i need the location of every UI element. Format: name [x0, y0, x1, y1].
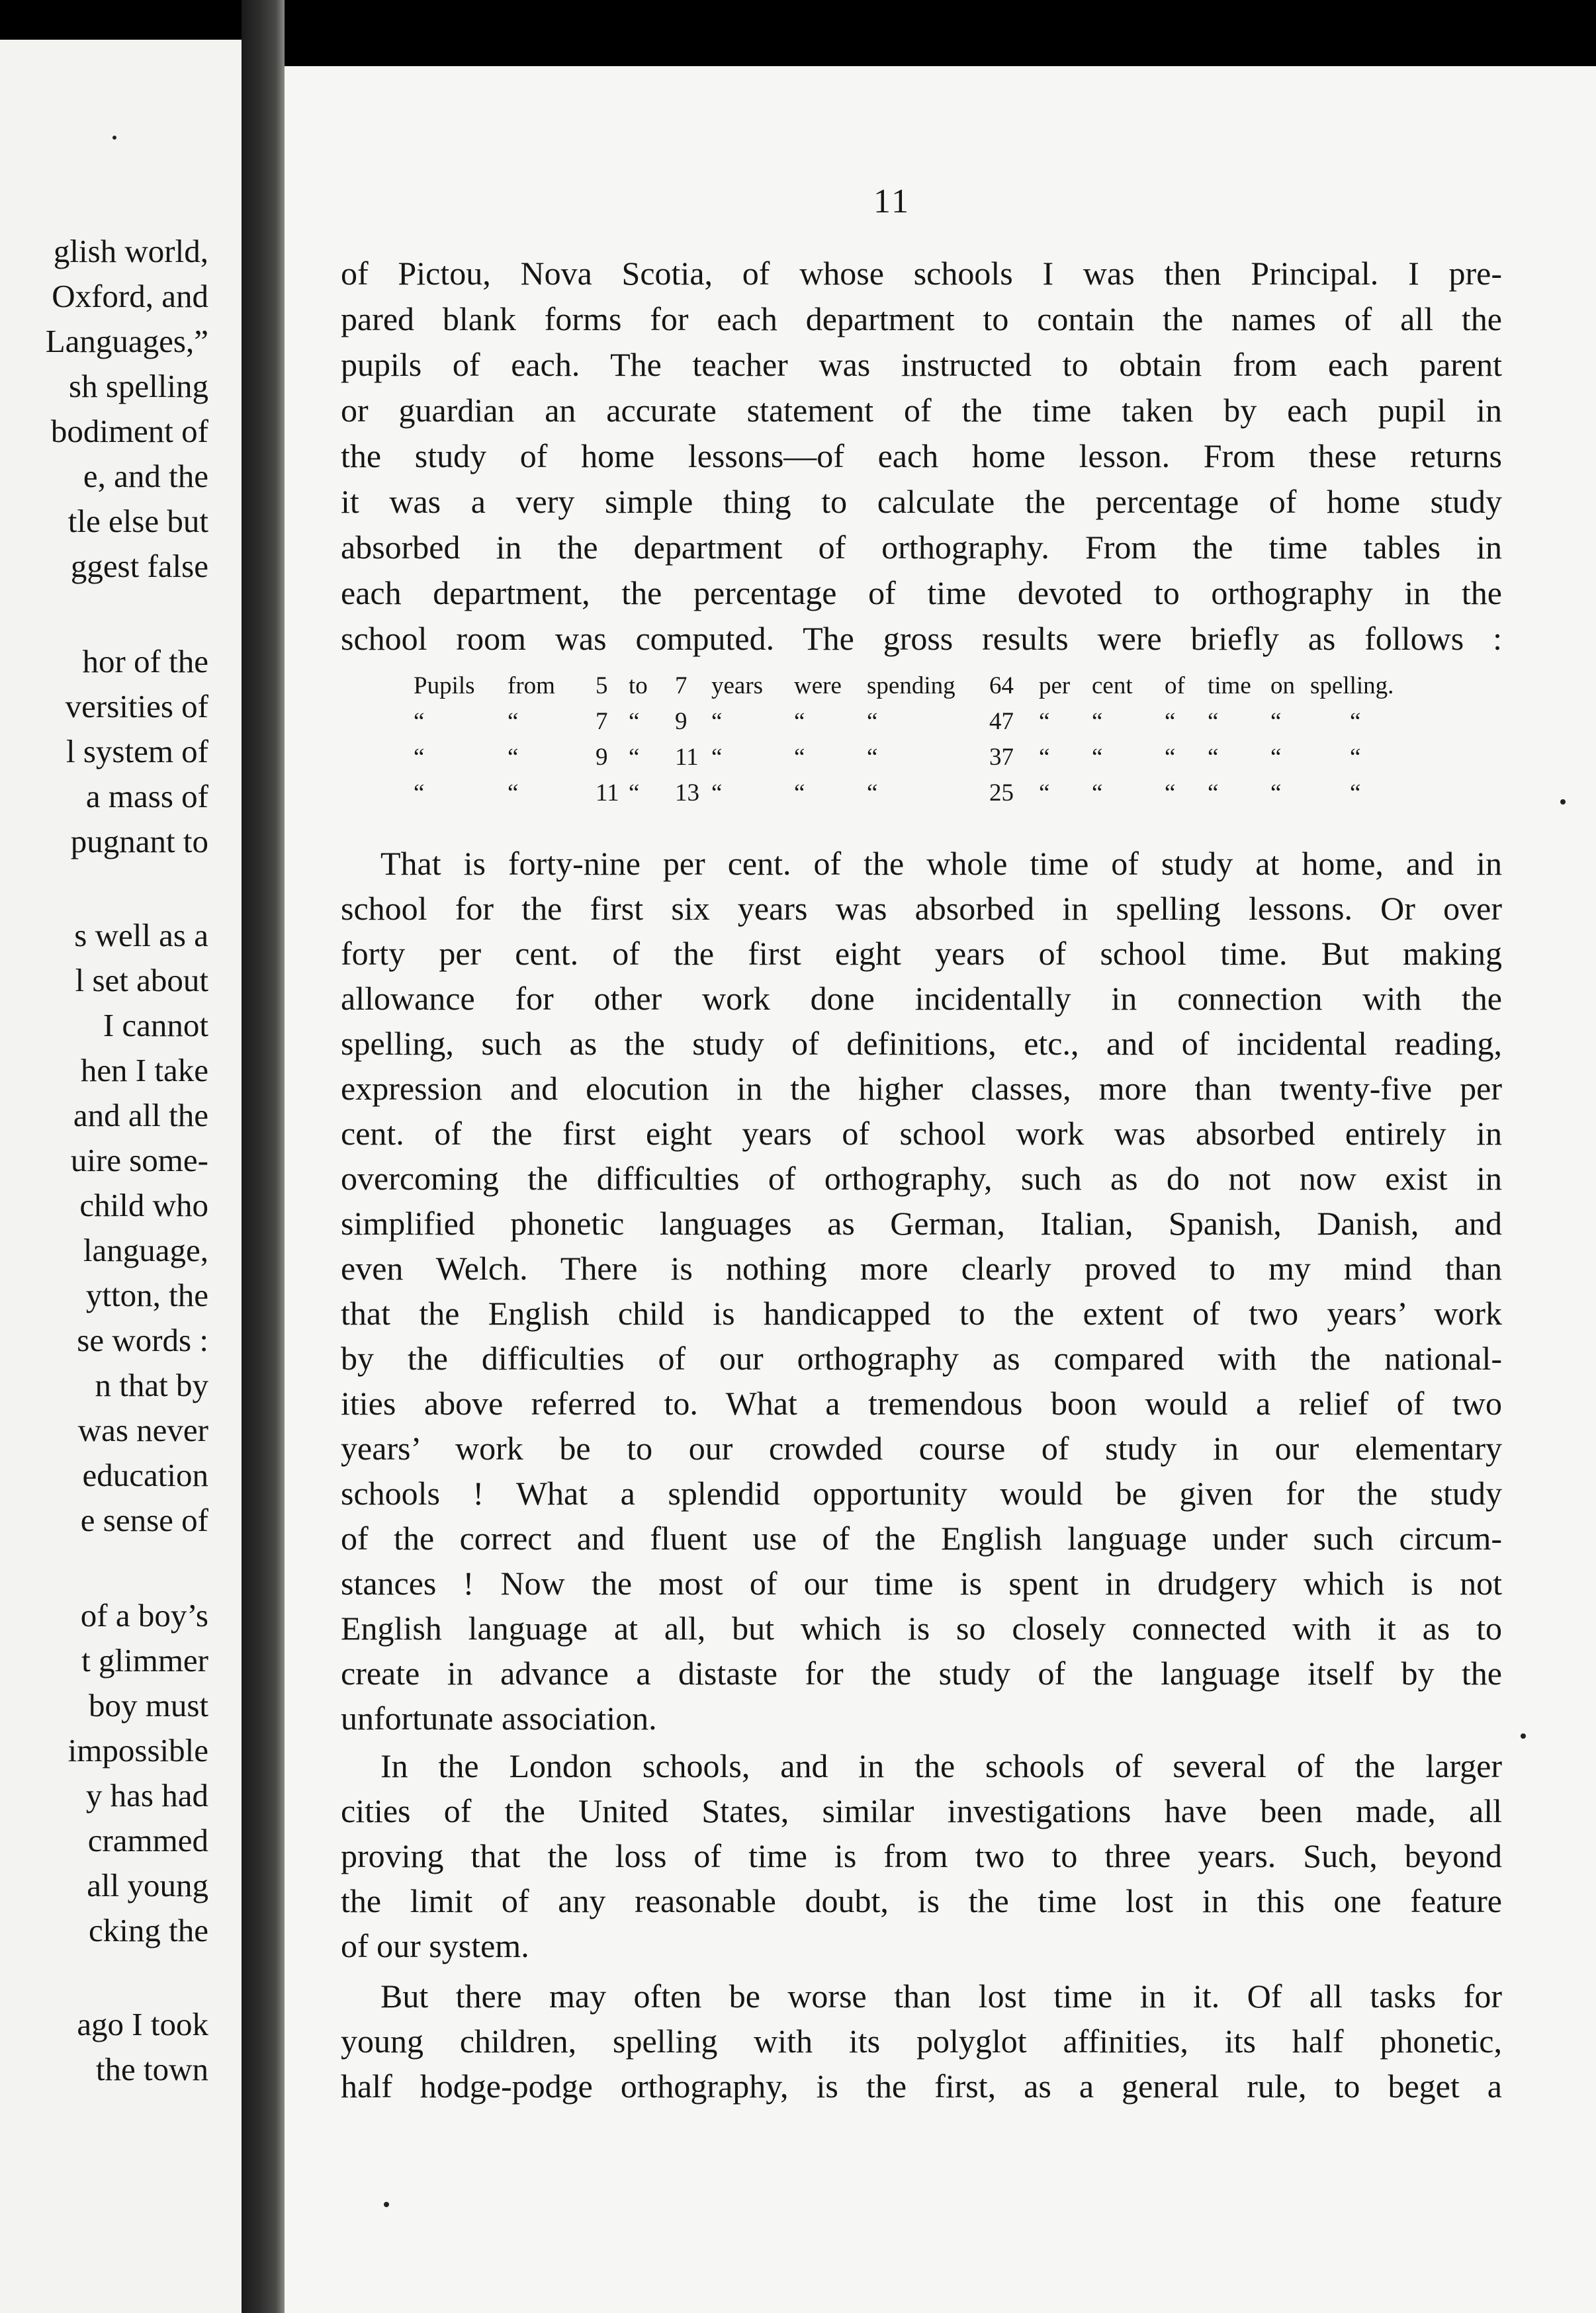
table-cell: “: [414, 744, 425, 771]
facing-page-line: uire some-: [70, 1142, 208, 1178]
table-row: [414, 775, 1446, 811]
table-cell: 13: [675, 779, 699, 807]
table-cell: spending: [867, 672, 955, 699]
text-line: that the English child is handicapped to the extent of two years’ work: [341, 1295, 1502, 1332]
table-cell: spelling.: [1310, 672, 1394, 699]
text-line: cent. of the first eight years of school work was absorbed entirely in: [341, 1115, 1502, 1152]
text-line: spelling, such as the study of definitions, etc., and of incidental reading,: [341, 1025, 1502, 1062]
table-cell: 25: [989, 779, 1014, 807]
facing-page-line: t glimmer: [81, 1642, 208, 1679]
text-line: or guardian an accurate statement of the time taken by each pupil in: [341, 392, 1502, 429]
ink-speck: [1560, 799, 1566, 805]
table-cell: “: [414, 708, 425, 735]
text-line: cities of the United States, similar investigations have been made, all: [341, 1792, 1502, 1829]
facing-page-line: l system of: [66, 733, 208, 769]
table-cell: 7: [596, 708, 608, 735]
table-cell: of: [1165, 672, 1185, 699]
table-cell: “: [1270, 708, 1282, 735]
facing-page-line: pugnant to: [70, 823, 208, 859]
table-cell: “: [1270, 779, 1282, 807]
table-cell: “: [1208, 744, 1219, 771]
text-line: of the correct and fluent use of the English language under such circum-: [341, 1520, 1502, 1557]
table-cell: “: [711, 708, 723, 735]
ink-speck: [112, 136, 116, 140]
table-cell: 7: [675, 672, 687, 699]
facing-page-line: n that by: [95, 1367, 208, 1403]
facing-page-line: hor of the: [82, 643, 208, 679]
table-cell: “: [1092, 779, 1103, 807]
facing-page-line: child who: [79, 1187, 208, 1223]
table-cell: “: [794, 744, 805, 771]
ink-speck: [1521, 1733, 1526, 1739]
table-cell: “: [1165, 779, 1176, 807]
text-line: ities above referred to. What a tremendous boon would a relief of two: [341, 1385, 1502, 1422]
table-cell: “: [1092, 708, 1103, 735]
table-cell: “: [1350, 708, 1361, 735]
table-row: [414, 740, 1446, 775]
table-cell: “: [711, 779, 723, 807]
facing-page-line: ytton, the: [85, 1277, 208, 1313]
table-cell: 47: [989, 708, 1014, 735]
facing-page-line: se words :: [77, 1322, 208, 1358]
facing-page-line: bodiment of: [50, 413, 208, 449]
facing-page-line: ago I took: [77, 2006, 208, 2042]
table-cell: “: [711, 744, 723, 771]
text-line: English language at all, but which is so closely connected with it as to: [341, 1610, 1502, 1647]
facing-page-line: a mass of: [85, 778, 208, 814]
book-gutter: [242, 0, 285, 2313]
table-cell: “: [1165, 708, 1176, 735]
text-line: overcoming the difficulties of orthography, such as do not now exist in: [341, 1160, 1502, 1197]
table-cell: time: [1208, 672, 1251, 699]
facing-page-line: Oxford, and: [52, 278, 208, 314]
table-cell: on: [1270, 672, 1295, 699]
facing-page-line: sh spelling: [69, 368, 208, 404]
text-line: of our system.: [341, 1927, 529, 1964]
facing-page-line: education: [82, 1457, 208, 1493]
ink-speck: [384, 2202, 389, 2207]
facing-page-line: versities of: [65, 688, 208, 724]
table-cell: “: [1208, 779, 1219, 807]
facing-page-line: impossible: [67, 1732, 208, 1768]
table-cell: “: [1165, 744, 1176, 771]
text-line: pared blank forms for each department to contain the names of all the: [341, 300, 1502, 337]
table-row: [414, 668, 1446, 704]
text-line: young children, spelling with its polyglot affinities, its half phonetic,: [341, 2023, 1502, 2060]
table-cell: “: [1092, 744, 1103, 771]
table-cell: “: [1039, 779, 1050, 807]
text-line: allowance for other work done incidentally in connection with the: [341, 980, 1502, 1017]
table-row: [414, 704, 1446, 740]
facing-page-line: glish world,: [53, 233, 208, 269]
facing-page-line: tle else but: [67, 503, 208, 539]
table-cell: 5: [596, 672, 608, 699]
table-cell: “: [794, 779, 805, 807]
table-cell: cent: [1092, 672, 1133, 699]
table-cell: “: [414, 779, 425, 807]
facing-page-line: l set about: [75, 962, 208, 998]
text-line: pupils of each. The teacher was instructed to obtain from each parent: [341, 346, 1502, 383]
text-line: But there may often be worse than lost time in it. Of all tasks for: [380, 1978, 1502, 2015]
table-cell: per: [1039, 672, 1071, 699]
table-cell: Pupils: [414, 672, 475, 699]
text-line: stances ! Now the most of our time is spent in drudgery which is not: [341, 1565, 1502, 1602]
text-line: the study of home lessons—of each home lesson. From these returns: [341, 437, 1502, 474]
table-cell: “: [1350, 744, 1361, 771]
text-line: proving that the loss of time is from two to three years. Such, beyond: [341, 1837, 1502, 1874]
text-line: school for the first six years was absorbed in spelling lessons. Or over: [341, 890, 1502, 927]
text-line: half hodge-podge orthography, is the first, as a general rule, to beget a: [341, 2068, 1502, 2105]
facing-page-line: e sense of: [80, 1502, 208, 1538]
text-line: the limit of any reasonable doubt, is the time lost in this one feature: [341, 1882, 1502, 1919]
facing-page-line: boy must: [88, 1687, 208, 1724]
facing-page-line: all young: [87, 1867, 208, 1903]
table-cell: “: [1039, 708, 1050, 735]
text-line: expression and elocution in the higher classes, more than twenty-five per: [341, 1070, 1502, 1107]
facing-page-line: y has had: [85, 1777, 208, 1813]
table-cell: years: [711, 672, 764, 699]
table-cell: “: [1270, 744, 1282, 771]
table-cell: 11: [675, 744, 699, 771]
facing-page-line: hen I take: [80, 1052, 208, 1088]
text-line: years’ work be to our crowded course of study in our elementary: [341, 1430, 1502, 1467]
table-cell: “: [867, 779, 878, 807]
facing-page-line: ggest false: [70, 548, 208, 584]
table-cell: “: [1039, 744, 1050, 771]
table-cell: 9: [596, 744, 608, 771]
facing-page-line: Languages,”: [45, 323, 208, 359]
text-line: create in advance a distaste for the study of the language itself by the: [341, 1655, 1502, 1692]
table-cell: “: [508, 708, 519, 735]
facing-page-line: was never: [77, 1412, 208, 1448]
text-line: forty per cent. of the first eight years of school time. But making: [341, 935, 1502, 972]
table-cell: 11: [596, 779, 619, 807]
table-cell: “: [629, 779, 640, 807]
text-line: even Welch. There is nothing more clearly proved to my mind than: [341, 1250, 1502, 1287]
table-cell: “: [508, 779, 519, 807]
table-cell: 37: [989, 744, 1014, 771]
text-line: schools ! What a splendid opportunity would be given for the study: [341, 1475, 1502, 1512]
spelling-time-table: [414, 668, 1446, 811]
facing-page-line: cking the: [89, 1912, 208, 1948]
text-line: That is forty-nine per cent. of the whole time of study at home, and in: [380, 845, 1502, 882]
text-line: school room was computed. The gross results were briefly as follows :: [341, 620, 1502, 657]
text-line: simplified phonetic languages as German, Italian, Spanish, Danish, and: [341, 1205, 1502, 1242]
facing-page-line: s well as a: [74, 917, 208, 953]
facing-page-line: of a boy’s: [80, 1597, 208, 1634]
facing-page: [0, 40, 242, 2313]
table-cell: “: [508, 744, 519, 771]
text-line: In the London schools, and in the schools of several of the larger: [380, 1747, 1502, 1784]
facing-page-line: and all the: [73, 1097, 208, 1133]
text-line: of Pictou, Nova Scotia, of whose schools I was then Principal. I pre-: [341, 255, 1502, 292]
table-cell: to: [629, 672, 648, 699]
text-line: it was a very simple thing to calculate the percentage of home study: [341, 483, 1502, 520]
table-cell: “: [794, 708, 805, 735]
facing-page-line: crammed: [87, 1822, 208, 1858]
facing-page-line: the town: [95, 2051, 208, 2087]
table-cell: “: [629, 744, 640, 771]
table-cell: 64: [989, 672, 1014, 699]
table-cell: “: [867, 744, 878, 771]
text-line: absorbed in the department of orthography. From the time tables in: [341, 529, 1502, 566]
table-cell: “: [1208, 708, 1219, 735]
page-number: 11: [873, 183, 911, 220]
text-line: unfortunate association.: [341, 1700, 657, 1737]
facing-page-line: language,: [83, 1232, 208, 1268]
table-cell: “: [629, 708, 640, 735]
text-line: by the difficulties of our orthography as compared with the national-: [341, 1340, 1502, 1377]
text-line: each department, the percentage of time devoted to orthography in the: [341, 574, 1502, 611]
table-cell: “: [1350, 779, 1361, 807]
facing-page-line: I cannot: [103, 1007, 208, 1043]
table-cell: were: [794, 672, 842, 699]
table-cell: from: [508, 672, 555, 699]
table-cell: 9: [675, 708, 687, 735]
table-cell: “: [867, 708, 878, 735]
facing-page-line: e, and the: [83, 458, 208, 494]
